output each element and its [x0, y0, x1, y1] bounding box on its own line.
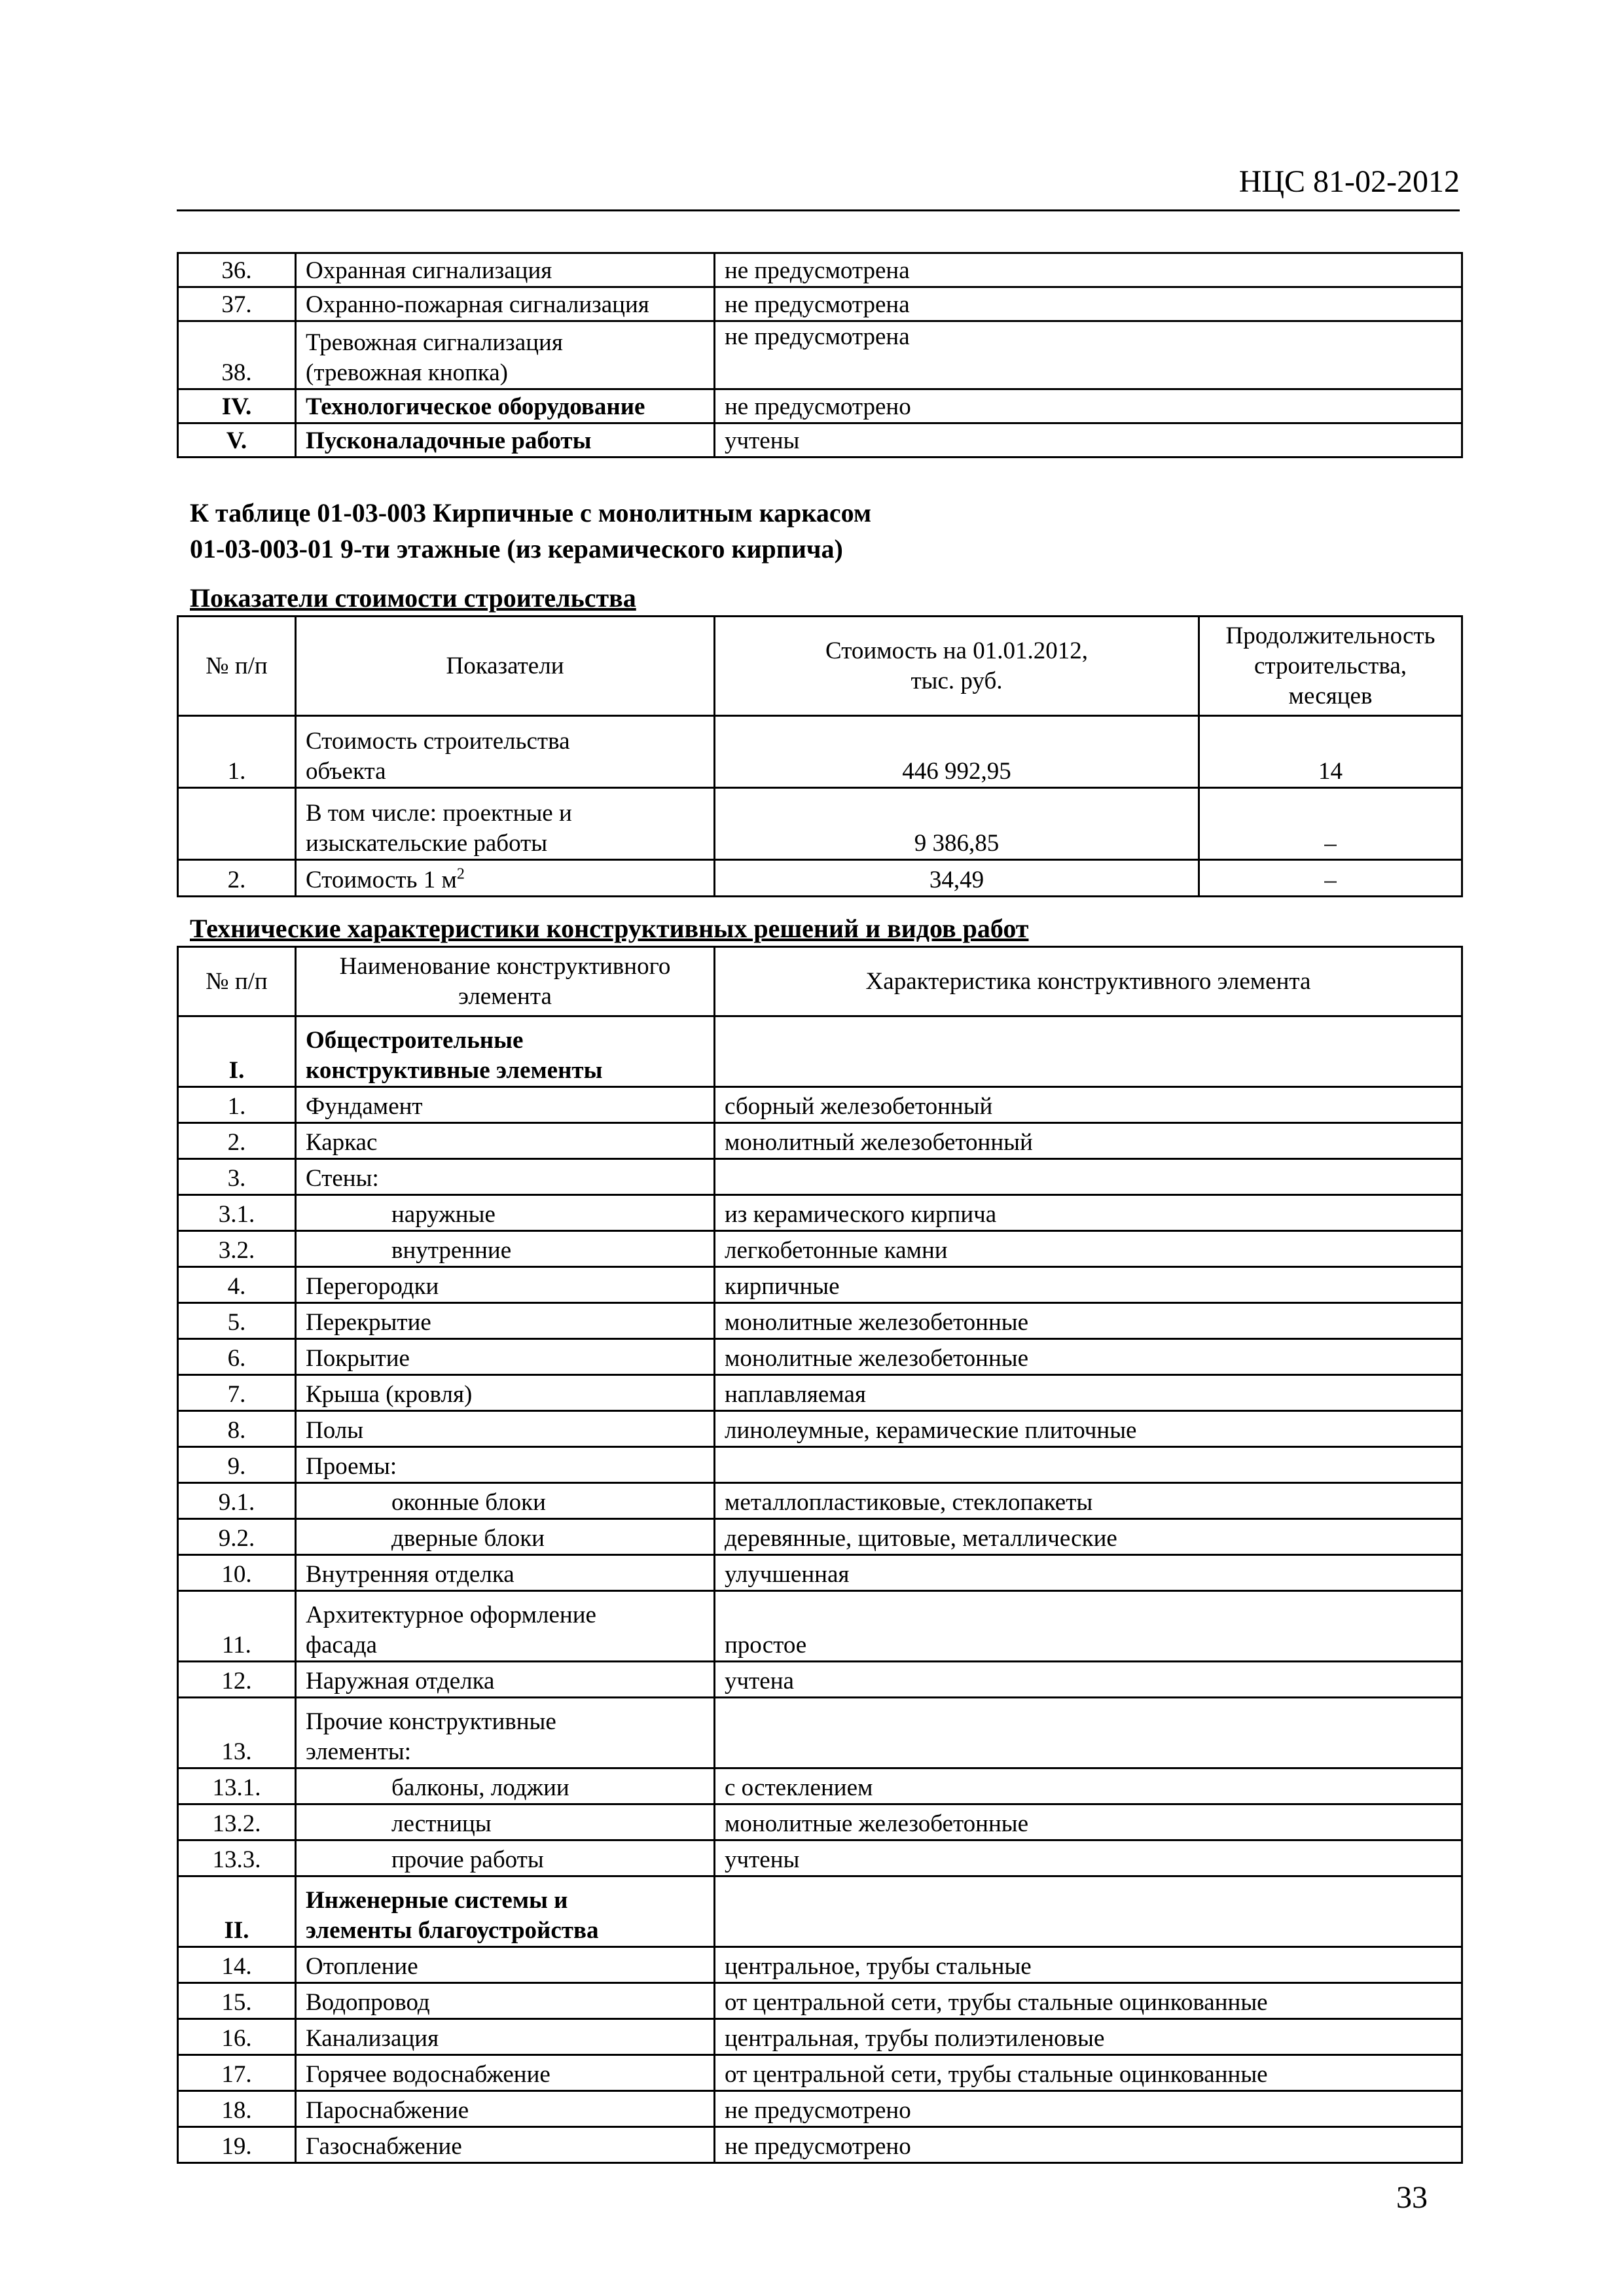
table-row	[178, 1804, 1462, 1840]
row-value: монолитные железобетонные	[715, 1303, 1462, 1339]
row-name: Горячее водоснабжение	[296, 2055, 715, 2091]
row-number: 6.	[178, 1339, 296, 1375]
row-value	[715, 1159, 1462, 1195]
table-row	[178, 1591, 1462, 1662]
table-row	[178, 1375, 1462, 1411]
table-row	[178, 1016, 1462, 1087]
row-name	[296, 1016, 715, 1087]
row-value: центральная, трубы полиэтиленовые	[715, 2019, 1462, 2055]
table-row	[178, 1231, 1462, 1267]
row-name-text: Стоимость 1 м	[306, 867, 457, 893]
top-table	[177, 252, 1463, 458]
row-name	[296, 321, 715, 389]
cost-section-heading: Показатели стоимости строительства	[190, 583, 636, 613]
row-value: не предусмотрена	[715, 253, 1462, 287]
table-row	[178, 1983, 1462, 2019]
row-number: 3.2.	[178, 1231, 296, 1267]
row-name	[296, 1591, 715, 1662]
header-num: № п/п	[178, 617, 296, 716]
row-value: металлопластиковые, стеклопакеты	[715, 1483, 1462, 1519]
row-name	[296, 788, 715, 860]
header-duration-line1: Продолжительность	[1225, 622, 1435, 649]
table-title-line2: 01-03-003-01 9-ти этажные (из керамического кирпича)	[190, 534, 843, 564]
header-name: Показатели	[296, 617, 715, 716]
row-value: кирпичные	[715, 1267, 1462, 1303]
row-name: Перекрытие	[296, 1303, 715, 1339]
row-value: учтена	[715, 1662, 1462, 1698]
row-value: от центральной сети, трубы стальные оцинкованные	[715, 1983, 1462, 2019]
cost-table	[177, 615, 1463, 897]
table-row	[178, 321, 1462, 389]
row-number: I.	[178, 1016, 296, 1087]
row-name-line2: объекта	[306, 758, 386, 785]
row-value: не предусмотрено	[715, 2127, 1462, 2163]
row-number: 13.	[178, 1698, 296, 1768]
row-name: Отопление	[296, 1947, 715, 1983]
row-value: сборный железобетонный	[715, 1087, 1462, 1123]
row-number: 5.	[178, 1303, 296, 1339]
row-cost: 446 992,95	[715, 716, 1199, 788]
table-row	[178, 1195, 1462, 1231]
row-number: 9.	[178, 1447, 296, 1483]
superscript: 2	[456, 865, 465, 883]
row-value: с остеклением	[715, 1768, 1462, 1804]
row-number: 7.	[178, 1375, 296, 1411]
table-row	[178, 1303, 1462, 1339]
row-name: Газоснабжение	[296, 2127, 715, 2163]
row-name: Внутренняя отделка	[296, 1555, 715, 1591]
row-number: 19.	[178, 2127, 296, 2163]
table-row	[178, 1698, 1462, 1768]
row-name: Технологическое оборудование	[296, 389, 715, 423]
row-value: наплавляемая	[715, 1375, 1462, 1411]
row-name: Полы	[296, 1411, 715, 1447]
row-name-line2: фасада	[306, 1632, 377, 1659]
row-name: внутренние	[296, 1231, 715, 1267]
row-number: 11.	[178, 1591, 296, 1662]
table-row	[178, 716, 1462, 788]
row-duration: –	[1199, 788, 1462, 860]
table-row	[178, 1447, 1462, 1483]
document-code: НЦС 81-02-2012	[1238, 164, 1460, 199]
table-row	[178, 1123, 1462, 1159]
row-number: 15.	[178, 1983, 296, 2019]
row-value: центральное, трубы стальные	[715, 1947, 1462, 1983]
table-row	[178, 2091, 1462, 2127]
row-number: 13.2.	[178, 1804, 296, 1840]
row-name: Охранная сигнализация	[296, 253, 715, 287]
row-value: из керамического кирпича	[715, 1195, 1462, 1231]
row-name-line1: Прочие конструктивные	[306, 1708, 556, 1735]
table-row	[178, 1876, 1462, 1947]
row-name	[296, 716, 715, 788]
row-name-line2: (тревожная кнопка)	[306, 359, 508, 386]
table-row	[178, 1159, 1462, 1195]
table-row	[178, 1662, 1462, 1698]
table-row	[178, 2055, 1462, 2091]
row-name	[296, 1698, 715, 1768]
row-value: улучшенная	[715, 1555, 1462, 1591]
row-name-line2: элементы:	[306, 1738, 412, 1765]
table-title-line1: К таблице 01-03-003 Кирпичные с монолитным каркасом	[190, 498, 872, 528]
table-row	[178, 1768, 1462, 1804]
table-row	[178, 2019, 1462, 2055]
table-row	[178, 860, 1462, 897]
row-value: не предусмотрена	[715, 321, 1462, 389]
row-number: 1.	[178, 716, 296, 788]
row-name: Покрытие	[296, 1339, 715, 1375]
row-name	[296, 1876, 715, 1947]
header-num: № п/п	[178, 947, 296, 1016]
row-name: Пусконаладочные работы	[296, 423, 715, 457]
row-number: 17.	[178, 2055, 296, 2091]
row-name: дверные блоки	[296, 1519, 715, 1555]
row-name: Канализация	[296, 2019, 715, 2055]
row-value: монолитные железобетонные	[715, 1339, 1462, 1375]
row-number: 13.3.	[178, 1840, 296, 1876]
row-number: 14.	[178, 1947, 296, 1983]
header-name	[296, 947, 715, 1016]
row-value	[715, 1876, 1462, 1947]
row-number: 36.	[178, 253, 296, 287]
table-row	[178, 1555, 1462, 1591]
row-value: учтены	[715, 1840, 1462, 1876]
row-value	[715, 1698, 1462, 1768]
row-number: 9.2.	[178, 1519, 296, 1555]
row-value: легкобетонные камни	[715, 1231, 1462, 1267]
row-name: лестницы	[296, 1804, 715, 1840]
row-number: 3.	[178, 1159, 296, 1195]
header-cost-line2: тыс. руб.	[911, 667, 1003, 694]
row-name: оконные блоки	[296, 1483, 715, 1519]
row-name: прочие работы	[296, 1840, 715, 1876]
row-duration: –	[1199, 860, 1462, 897]
row-number: 2.	[178, 860, 296, 897]
row-name: Крыша (кровля)	[296, 1375, 715, 1411]
row-number: 13.1.	[178, 1768, 296, 1804]
row-value: деревянные, щитовые, металлические	[715, 1519, 1462, 1555]
row-name	[296, 860, 715, 897]
table-row	[178, 423, 1462, 457]
header-duration-line3: месяцев	[1288, 682, 1373, 709]
row-number: 37.	[178, 287, 296, 321]
page-header	[177, 164, 1460, 211]
header-name-line2: элемента	[458, 982, 552, 1010]
row-name: Охранно-пожарная сигнализация	[296, 287, 715, 321]
row-name-line2: элементы благоустройства	[306, 1917, 599, 1944]
row-number: 4.	[178, 1267, 296, 1303]
row-name: Фундамент	[296, 1087, 715, 1123]
header-characteristic: Характеристика конструктивного элемента	[715, 947, 1462, 1016]
row-number: IV.	[178, 389, 296, 423]
row-cost: 9 386,85	[715, 788, 1199, 860]
row-name-line2: конструктивные элементы	[306, 1057, 603, 1084]
row-value	[715, 1016, 1462, 1087]
row-value: монолитный железобетонный	[715, 1123, 1462, 1159]
row-name-line1: Архитектурное оформление	[306, 1602, 596, 1628]
row-name-line1: В том числе: проектные и	[306, 800, 572, 827]
row-value: не предусмотрено	[715, 2091, 1462, 2127]
table-row	[178, 1267, 1462, 1303]
row-number: 12.	[178, 1662, 296, 1698]
table-row	[178, 389, 1462, 423]
row-number: II.	[178, 1876, 296, 1947]
table-row	[178, 1519, 1462, 1555]
row-value: линолеумные, керамические плиточные	[715, 1411, 1462, 1447]
row-name: Пароснабжение	[296, 2091, 715, 2127]
row-duration: 14	[1199, 716, 1462, 788]
table-header-row	[178, 617, 1462, 716]
page-number: 33	[1396, 2180, 1428, 2215]
row-number: 8.	[178, 1411, 296, 1447]
row-name: Каркас	[296, 1123, 715, 1159]
row-name: наружные	[296, 1195, 715, 1231]
row-number	[178, 788, 296, 860]
row-value: от центральной сети, трубы стальные оцинкованные	[715, 2055, 1462, 2091]
header-duration-line2: строительства,	[1254, 652, 1407, 679]
table-row	[178, 287, 1462, 321]
tech-section-heading: Технические характеристики конструктивных решений и видов работ	[190, 914, 1029, 943]
table-header-row	[178, 947, 1462, 1016]
row-name-line1: Тревожная сигнализация	[306, 329, 563, 356]
row-name: Проемы:	[296, 1447, 715, 1483]
row-number: 9.1.	[178, 1483, 296, 1519]
row-value: монолитные железобетонные	[715, 1804, 1462, 1840]
table-row	[178, 788, 1462, 860]
tech-table	[177, 946, 1463, 2164]
table-row	[178, 2127, 1462, 2163]
row-name-line1: Общестроительные	[306, 1027, 524, 1054]
table-row	[178, 1339, 1462, 1375]
row-number: 18.	[178, 2091, 296, 2127]
row-name-line1: Инженерные системы и	[306, 1887, 568, 1914]
header-cost-line1: Стоимость на 01.01.2012,	[825, 637, 1088, 664]
header-cost	[715, 617, 1199, 716]
row-value: простое	[715, 1591, 1462, 1662]
row-value: учтены	[715, 423, 1462, 457]
row-number: 1.	[178, 1087, 296, 1123]
row-name-line2: изыскательские работы	[306, 830, 548, 857]
row-cost: 34,49	[715, 860, 1199, 897]
row-value	[715, 1447, 1462, 1483]
row-value: не предусмотрена	[715, 287, 1462, 321]
row-name-line1: Стоимость строительства	[306, 728, 570, 755]
table-row	[178, 1411, 1462, 1447]
row-number: 10.	[178, 1555, 296, 1591]
row-name: Перегородки	[296, 1267, 715, 1303]
row-number: 16.	[178, 2019, 296, 2055]
row-number: 2.	[178, 1123, 296, 1159]
row-number: 3.1.	[178, 1195, 296, 1231]
table-row	[178, 1087, 1462, 1123]
table-row	[178, 253, 1462, 287]
header-duration	[1199, 617, 1462, 716]
header-name-line1: Наименование конструктивного	[339, 952, 671, 980]
row-name: балконы, лоджии	[296, 1768, 715, 1804]
row-number: 38.	[178, 321, 296, 389]
table-row	[178, 1947, 1462, 1983]
table-row	[178, 1840, 1462, 1876]
row-number: V.	[178, 423, 296, 457]
row-name: Водопровод	[296, 1983, 715, 2019]
table-row	[178, 1483, 1462, 1519]
row-name: Стены:	[296, 1159, 715, 1195]
row-value: не предусмотрено	[715, 389, 1462, 423]
row-name: Наружная отделка	[296, 1662, 715, 1698]
